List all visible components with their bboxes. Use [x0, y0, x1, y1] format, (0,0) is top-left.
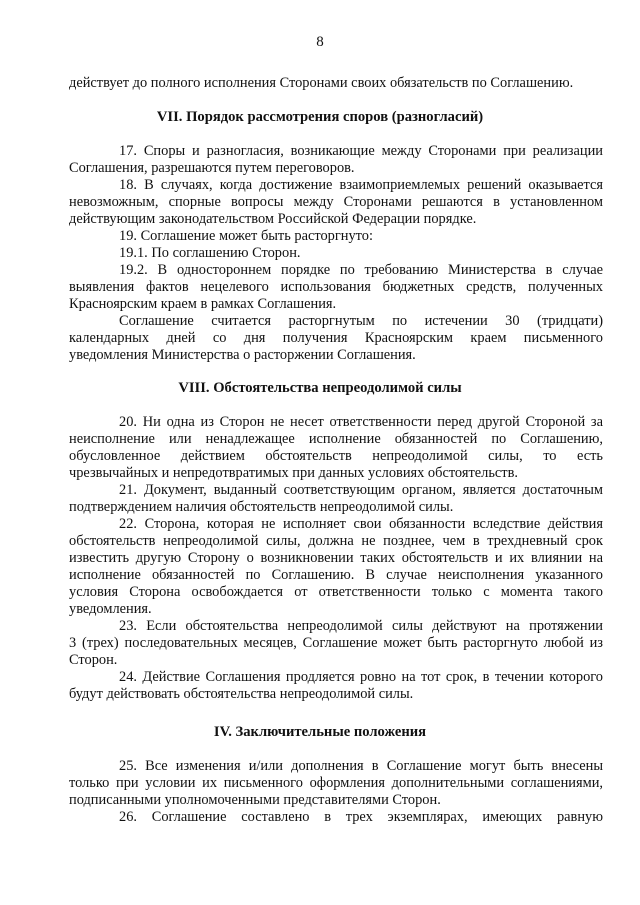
text-line: 17. Споры и разногласия, возникающие между Сторонами при реализации: [119, 143, 603, 159]
text-line: будут действовать обстоятельства непреодолимой силы.: [69, 686, 414, 702]
text-line: невозможным, спорные вопросы между Сторонами решаются в установленном: [69, 194, 603, 210]
section-8-body: [69, 414, 603, 703]
text-line: 18. В случаях, когда достижение взаимоприемлемых решений оказывается: [119, 177, 603, 193]
section-heading-8: VIII. Обстоятельства непреодолимой силы: [178, 380, 462, 396]
text-line: 25. Все изменения и/или дополнения в Соглашение могут быть внесены: [119, 758, 603, 774]
text-line: действующим законодательством Российской Федерации порядке.: [69, 211, 477, 227]
text-line: уведомления.: [69, 601, 152, 617]
text-line: подписанными уполномоченными представителями Сторон.: [69, 792, 441, 808]
section-heading-9: IV. Заключительные положения: [213, 724, 427, 740]
text-line: известить другую Сторону о возникновении таких обстоятельств и их влиянии на: [69, 550, 603, 566]
text-line: Красноярским краем в рамках Соглашения.: [69, 296, 337, 312]
text-line: календарных дней со дня получения Красноярским краем письменного: [69, 330, 603, 346]
text-line: действует до полного исполнения Сторонами своих обязательств по Соглашению.: [69, 75, 574, 91]
text-line: 24. Действие Соглашения продляется ровно на тот срок, в течении которого: [119, 669, 603, 685]
text-line: подтверждением наличия обстоятельств непреодолимой силы.: [69, 499, 454, 515]
text-line: Соглашения, разрешаются путем переговоров.: [69, 160, 355, 176]
section-heading-7: VII. Порядок рассмотрения споров (разногласий): [156, 109, 484, 125]
text-line: 19.2. В одностороннем порядке по требованию Министерства в случае: [119, 262, 603, 278]
text-line: 21. Документ, выданный соответствующим органом, является достаточным: [119, 482, 603, 498]
text-line: чрезвычайных и непредотвратимых при данных условиях обстоятельств.: [69, 465, 518, 481]
page-number: 8: [316, 34, 324, 50]
text-line: условия Сторона освобождается от ответственности только с момента такого: [69, 584, 603, 600]
text-line: 19.1. По соглашению Сторон.: [119, 245, 301, 261]
text-line: Соглашение считается расторгнутым по истечении 30 (тридцати): [119, 313, 603, 329]
intro-paragraph: [69, 75, 603, 92]
text-line: Сторон.: [69, 652, 118, 668]
text-line: выявления фактов нецелевого использования бюджетных средств, полученных: [69, 279, 603, 295]
text-line: 19. Соглашение может быть расторгнуто:: [119, 228, 373, 244]
text-line: только при условии их письменного оформления дополнительными соглашениями,: [69, 775, 603, 791]
text-line: обусловленное действием обстоятельств непреодолимой силы, то есть: [69, 448, 603, 464]
section-7-body: [69, 143, 603, 364]
text-line: 26. Соглашение составлено в трех экземплярах, имеющих равную: [119, 809, 603, 825]
text-line: 23. Если обстоятельства непреодолимой силы действуют на протяжении: [119, 618, 603, 634]
text-line: исполнение обязанностей по Соглашению. В случае неисполнения указанного: [69, 567, 603, 583]
text-line: неисполнение или ненадлежащее исполнение обязанностей по Соглашению,: [69, 431, 603, 447]
text-line: 22. Сторона, которая не исполняет свои обязанности вследствие действия: [119, 516, 603, 532]
text-line: уведомления Министерства о расторжении Соглашения.: [69, 347, 416, 363]
text-line: 3 (трех) последовательных месяцев, Соглашение может быть расторгнуто любой из: [69, 635, 603, 651]
section-9-body: [69, 758, 603, 826]
text-line: 20. Ни одна из Сторон не несет ответственности перед другой Стороной за: [119, 414, 603, 430]
text-line: обстоятельств непреодолимой силы, должна не позднее, чем в трехдневный срок: [69, 533, 603, 549]
